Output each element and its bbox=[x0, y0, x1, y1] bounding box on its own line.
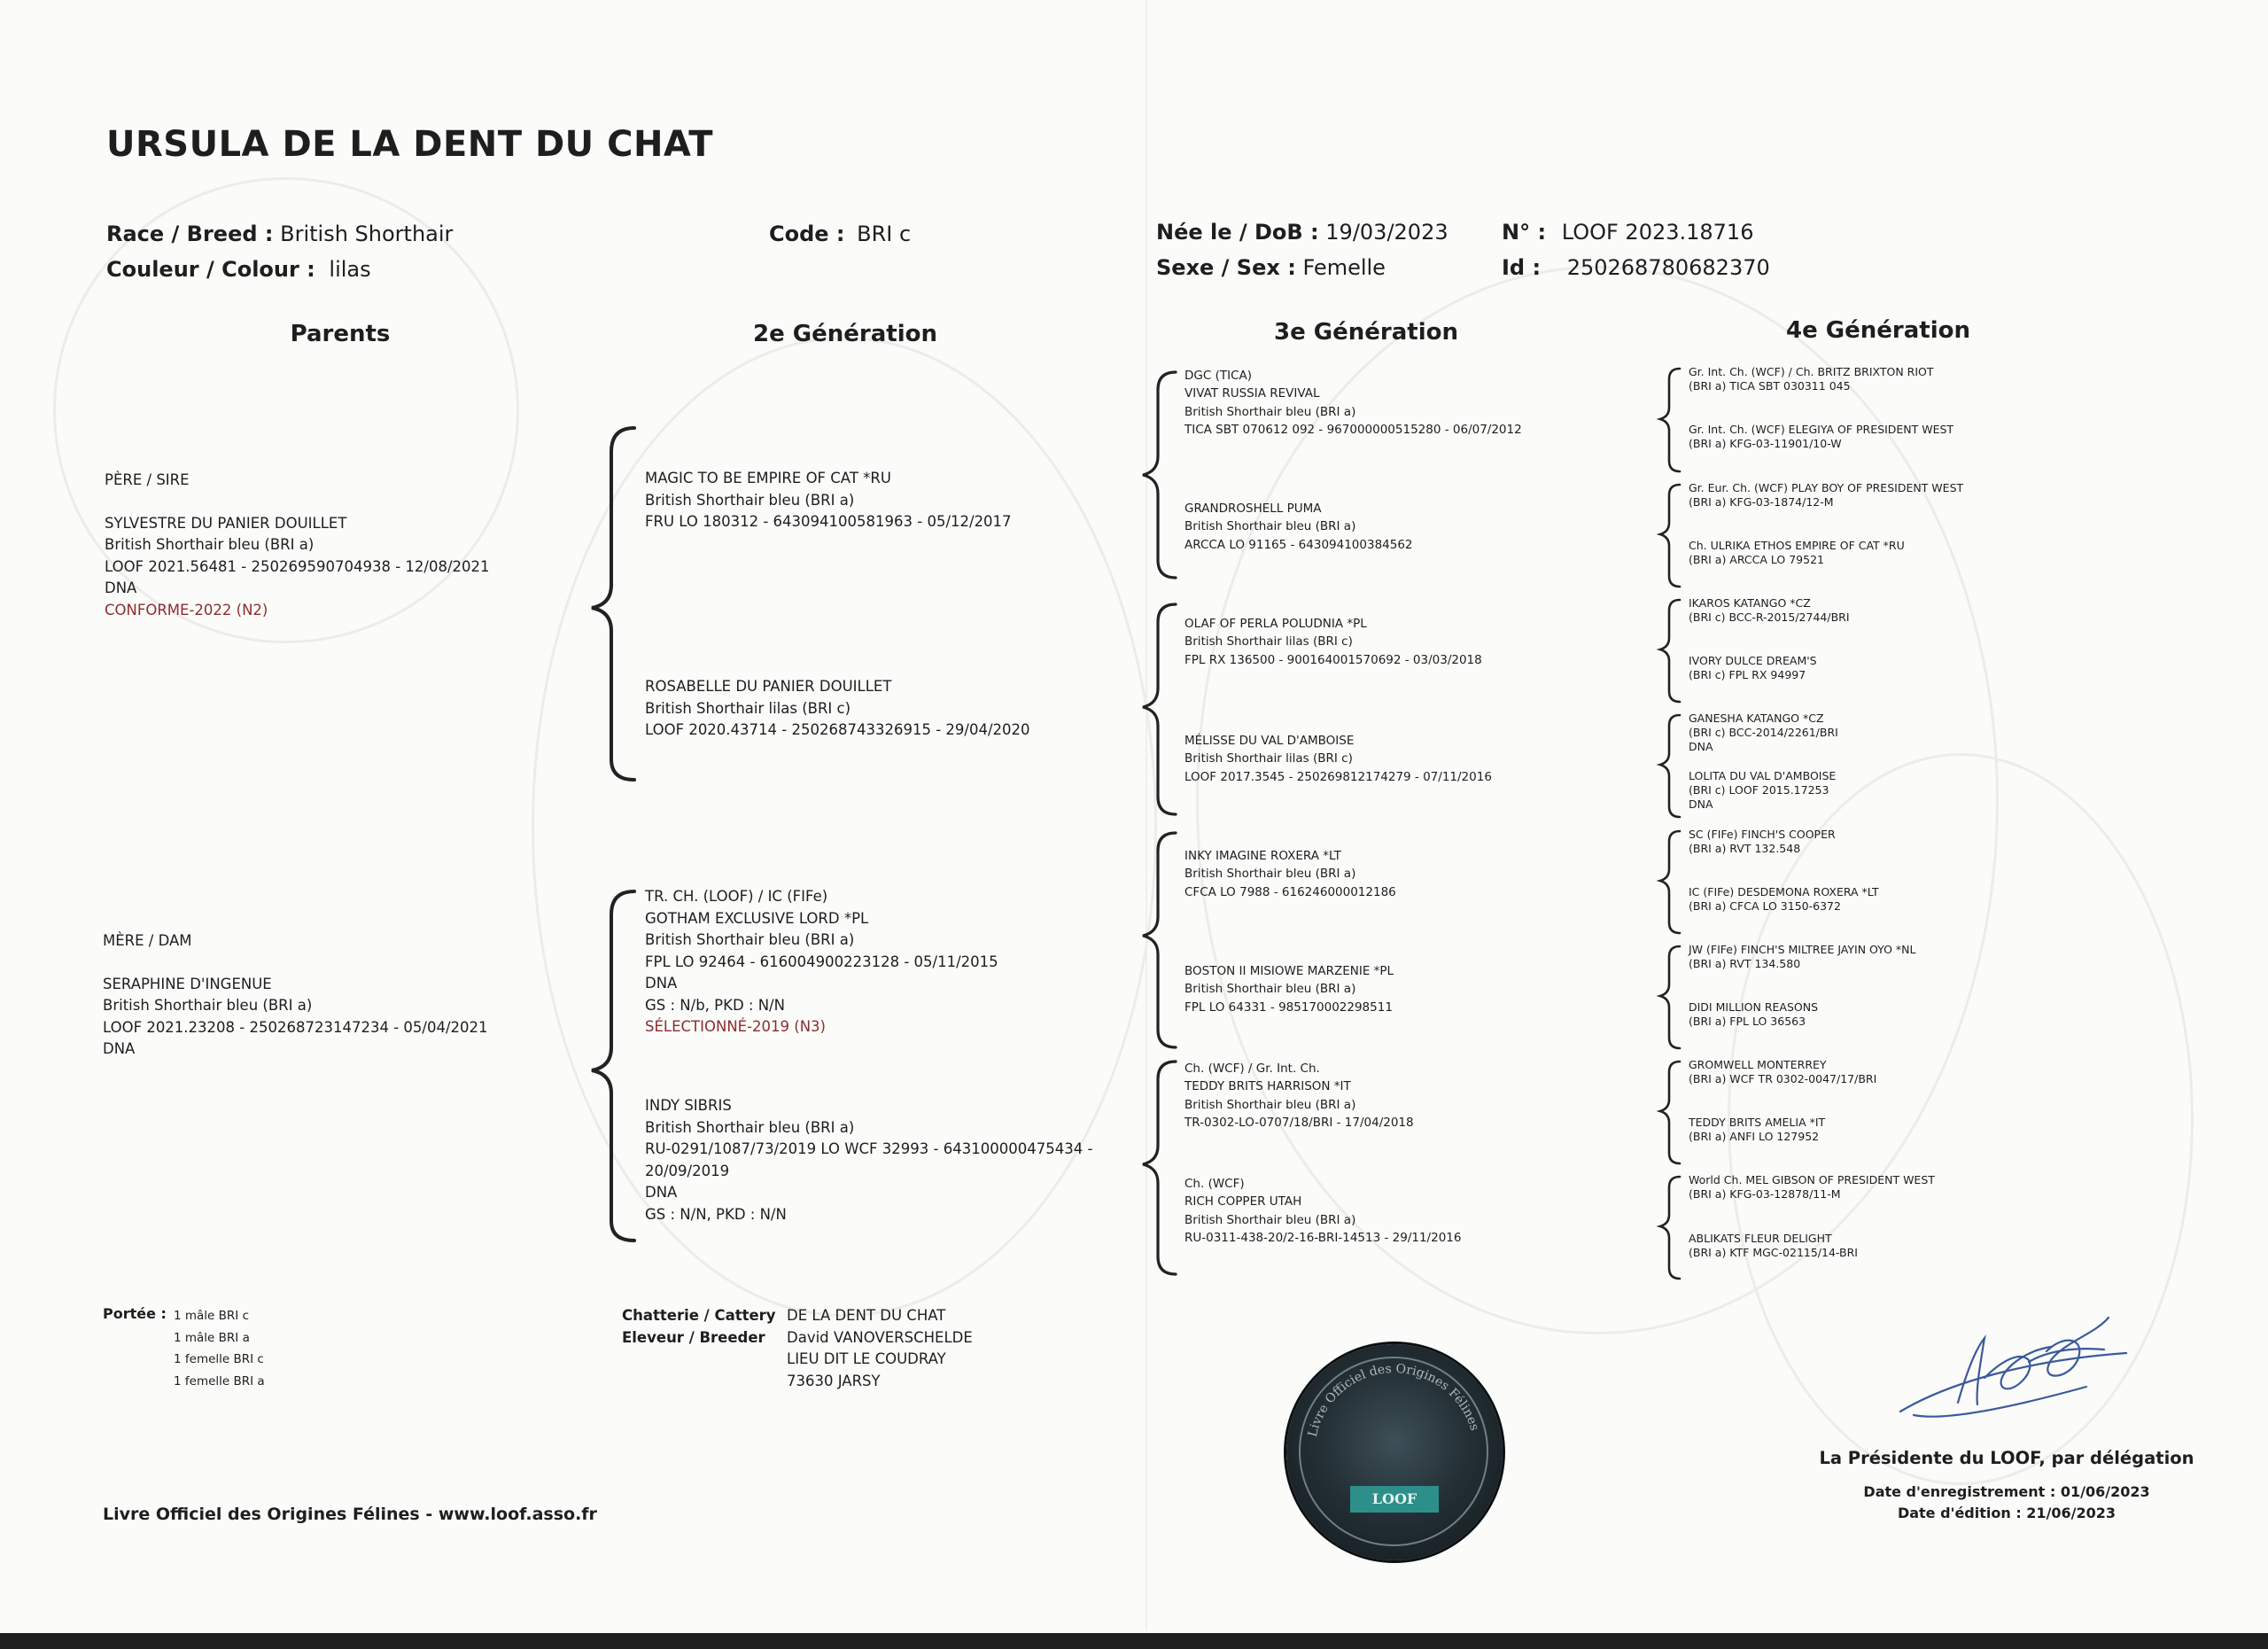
breed-value: British Shorthair bbox=[280, 222, 454, 246]
gen3-entry bbox=[1184, 615, 1482, 669]
gen2-entry-line: GS : N/N, PKD : N/N bbox=[645, 1205, 787, 1223]
gen2-entry-line: INDY SIBRIS bbox=[645, 1097, 732, 1114]
id-row bbox=[1502, 255, 1770, 280]
gen4-entry-line: (BRI a) RVT 132.548 bbox=[1689, 842, 1801, 855]
gen4-entry-line: TEDDY BRITS AMELIA *IT bbox=[1689, 1116, 1826, 1129]
registration-date: Date d'enregistrement : 01/06/2023 bbox=[1863, 1483, 2150, 1500]
gen2-entry bbox=[645, 886, 998, 1038]
colour-row bbox=[106, 257, 371, 282]
gen4-entry-line: DNA bbox=[1689, 797, 1713, 811]
gen4-entry bbox=[1689, 365, 1934, 393]
gen4-entry-line: (BRI c) BCC-R-2015/2744/BRI bbox=[1689, 611, 1850, 624]
gen4-entry bbox=[1689, 1000, 1818, 1029]
id-label: Id : bbox=[1502, 255, 1542, 280]
gen2-entry-line: British Shorthair bleu (BRI a) bbox=[645, 491, 855, 509]
gen2-entry-line: RU-0291/1087/73/2019 LO WCF 32993 - 643100000475434 - bbox=[645, 1140, 1093, 1157]
gen2-entry bbox=[645, 676, 1030, 742]
gen4-entry-line: GROMWELL MONTERREY bbox=[1689, 1058, 1827, 1071]
gen4-entry bbox=[1689, 654, 1817, 682]
gen3-entry bbox=[1184, 962, 1394, 1016]
cattery-details bbox=[787, 1305, 973, 1392]
cattery-name: DE LA DENT DU CHAT bbox=[787, 1307, 946, 1324]
colour-label: Couleur / Colour : bbox=[106, 257, 315, 282]
gen4-entry-line: (BRI c) LOOF 2015.17253 bbox=[1689, 783, 1829, 797]
svg-text:Livre Officiel des Origines Fé bbox=[1306, 1362, 1482, 1438]
breeder-label: Eleveur / Breeder bbox=[622, 1328, 765, 1346]
litter-item: 1 femelle BRI a bbox=[174, 1373, 265, 1388]
dam-registration: LOOF 2021.23208 - 250268723147234 - 05/04/2021 bbox=[103, 1018, 488, 1036]
code-value: BRI c bbox=[857, 222, 912, 246]
gen2-entry-line: DNA bbox=[645, 1184, 678, 1201]
gen3-entry-line: LOOF 2017.3545 - 250269812174279 - 07/11/2016 bbox=[1184, 769, 1492, 784]
gen4-entry-line: IKAROS KATANGO *CZ bbox=[1689, 596, 1811, 610]
footer-site: Livre Officiel des Origines Félines - www.loof.asso.fr bbox=[103, 1505, 597, 1524]
column-heading-parents: Parents bbox=[290, 321, 391, 347]
gen3-entry-line: Ch. (WCF) bbox=[1184, 1177, 1245, 1191]
id-value: 250268780682370 bbox=[1566, 255, 1770, 280]
gen4-entry-line: (BRI c) BCC-2014/2261/BRI bbox=[1689, 726, 1838, 739]
gen3-entry-line: CFCA LO 7988 - 616246000012186 bbox=[1184, 884, 1396, 899]
gen4-entry-line: (BRI a) RVT 134.580 bbox=[1689, 957, 1801, 970]
code-row bbox=[769, 222, 911, 246]
gen3-entry-line: DGC (TICA) bbox=[1184, 369, 1252, 383]
gen3-entry-line: RICH COPPER UTAH bbox=[1184, 1194, 1302, 1210]
gen2-entry-line: GS : N/b, PKD : N/N bbox=[645, 996, 785, 1014]
gen3-entry-line: FPL RX 136500 - 900164001570692 - 03/03/2018 bbox=[1184, 652, 1482, 667]
gen4-entry-line: Gr. Int. Ch. (WCF) ELEGIYA OF PRESIDENT WEST bbox=[1689, 423, 1954, 436]
gen3-entry-line: OLAF OF PERLA POLUDNIA *PL bbox=[1184, 617, 1367, 631]
litter-item: 1 mâle BRI a bbox=[174, 1330, 250, 1345]
gen4-entry bbox=[1689, 885, 1879, 914]
sire-registration: LOOF 2021.56481 - 250269590704938 - 12/08/2021 bbox=[105, 557, 490, 575]
dam-name: SERAPHINE D'INGENUE bbox=[103, 975, 272, 992]
gen2-entry-line: LOOF 2020.43714 - 250268743326915 - 29/04/2020 bbox=[645, 721, 1030, 738]
gen4-entry-line: (BRI a) KTF MGC-02115/14-BRI bbox=[1689, 1246, 1858, 1259]
seal-ring-text: Livre Officiel des Origines Félines bbox=[1305, 1361, 1482, 1439]
gen3-entry-line: British Shorthair bleu (BRI a) bbox=[1184, 1212, 1356, 1227]
gen4-entry-line: JW (FIFe) FINCH'S MILTREE JAYIN OYO *NL bbox=[1689, 943, 1916, 956]
gen4-entry-line: (BRI a) CFCA LO 3150-6372 bbox=[1689, 899, 1841, 913]
gen3-entry-line: British Shorthair bleu (BRI a) bbox=[1184, 1097, 1356, 1112]
gen2-entry-line: FPL LO 92464 - 616004900223128 - 05/11/2015 bbox=[645, 953, 998, 970]
gen3-entry-line: BOSTON II MISIOWE MARZENIE *PL bbox=[1184, 964, 1394, 978]
sire-dna: DNA bbox=[105, 579, 137, 596]
gen4-entry bbox=[1689, 1116, 1825, 1144]
sire-name: SYLVESTRE DU PANIER DOUILLET bbox=[105, 514, 347, 532]
gen2-entry-line: MAGIC TO BE EMPIRE OF CAT *RU bbox=[645, 470, 891, 486]
dam-breed: British Shorthair bleu (BRI a) bbox=[103, 997, 313, 1014]
dob-label: Née le / DoB : bbox=[1156, 220, 1319, 245]
gen4-entry-line: (BRI a) WCF TR 0302-0047/17/BRI bbox=[1689, 1072, 1877, 1085]
gen4-entry bbox=[1689, 828, 1836, 856]
breed-row bbox=[106, 222, 453, 246]
gen2-entry-line: British Shorthair lilas (BRI c) bbox=[645, 699, 851, 717]
gen4-entry bbox=[1689, 423, 1953, 451]
president-signature-label: La Présidente du LOOF, par délégation bbox=[1819, 1448, 2194, 1468]
gen3-entry-line: British Shorthair bleu (BRI a) bbox=[1184, 404, 1356, 419]
breeder-name: David VANOVERSCHELDE bbox=[787, 1328, 973, 1346]
registration-number-label: N° : bbox=[1502, 220, 1547, 245]
gen4-entry-line: Gr. Int. Ch. (WCF) / Ch. BRITZ BRIXTON RIOT bbox=[1689, 365, 1934, 378]
sex-value: Femelle bbox=[1302, 255, 1386, 280]
gen2-entry-line: 20/09/2019 bbox=[645, 1162, 730, 1179]
code-label: Code : bbox=[769, 222, 845, 246]
gen2-entry-line: DNA bbox=[645, 975, 678, 992]
gen3-entry-line: TR-0302-LO-0707/18/BRI - 17/04/2018 bbox=[1184, 1115, 1414, 1130]
litter-item: 1 mâle BRI c bbox=[174, 1309, 249, 1323]
gen2-entry-line: British Shorthair bleu (BRI a) bbox=[645, 1118, 855, 1136]
gen4-entry bbox=[1689, 1058, 1876, 1086]
gen4-entry bbox=[1689, 769, 1836, 812]
brace bbox=[1143, 372, 1176, 578]
gen4-entry bbox=[1689, 481, 1963, 509]
gen2-entry-line: ROSABELLE DU PANIER DOUILLET bbox=[645, 678, 892, 695]
gen2-entry-line: British Shorthair bleu (BRI a) bbox=[645, 931, 855, 948]
gen3-entry bbox=[1184, 500, 1413, 554]
gen4-entry-line: (BRI a) TICA SBT 030311 045 bbox=[1689, 379, 1851, 393]
colour-value: lilas bbox=[329, 257, 371, 282]
gen3-entry bbox=[1184, 847, 1396, 901]
gen4-entry-line: (BRI a) KFG-03-1874/12-M bbox=[1689, 495, 1834, 509]
gen4-entry-line: Ch. ULRIKA ETHOS EMPIRE OF CAT *RU bbox=[1689, 539, 1905, 552]
seal-label: LOOF bbox=[1350, 1486, 1439, 1513]
gen4-entry bbox=[1689, 1232, 1858, 1260]
gen4-entry bbox=[1689, 1173, 1935, 1202]
edition-date: Date d'édition : 21/06/2023 bbox=[1897, 1505, 2117, 1521]
gen2-entry bbox=[645, 468, 1012, 533]
sire-title-note: CONFORME-2022 (N2) bbox=[105, 601, 268, 618]
cattery-label: Chatterie / Cattery bbox=[622, 1307, 776, 1324]
gen4-entry-line: IC (FIFe) DESDEMONA ROXERA *LT bbox=[1689, 885, 1879, 898]
gen2-entry-line: FRU LO 180312 - 643094100581963 - 05/12/2017 bbox=[645, 513, 1012, 530]
cattery-labels bbox=[622, 1305, 776, 1349]
gen3-entry-line: RU-0311-438-20/2-16-BRI-14513 - 29/11/2016 bbox=[1184, 1230, 1462, 1245]
gen3-entry-line: British Shorthair lilas (BRI c) bbox=[1184, 751, 1353, 766]
dob-value: 19/03/2023 bbox=[1325, 220, 1449, 245]
gen4-entry-line: (BRI a) KFG-03-11901/10-W bbox=[1689, 437, 1842, 450]
gen2-title-note: SÉLECTIONNÉ-2019 (N3) bbox=[645, 1018, 826, 1035]
gen4-entry-line: (BRI a) FPL LO 36563 bbox=[1689, 1015, 1806, 1028]
gen3-entry-line: TICA SBT 070612 092 - 967000000515280 - 06/07/2012 bbox=[1184, 422, 1522, 437]
gen4-entry bbox=[1689, 539, 1905, 567]
gen3-entry-line: INKY IMAGINE ROXERA *LT bbox=[1184, 849, 1341, 863]
sex-row bbox=[1156, 255, 1386, 280]
gen3-entry-line: GRANDROSHELL PUMA bbox=[1184, 502, 1322, 516]
page-fold bbox=[1146, 0, 1147, 1630]
gen3-entry-line: Ch. (WCF) / Gr. Int. Ch. bbox=[1184, 1062, 1320, 1076]
gen4-entry-line: LOLITA DU VAL D'AMBOISE bbox=[1689, 769, 1837, 782]
loof-seal bbox=[1286, 1344, 1503, 1560]
breeder-address: LIEU DIT LE COUDRAY bbox=[787, 1350, 946, 1367]
dam-dna: DNA bbox=[103, 1040, 136, 1057]
gen3-entry bbox=[1184, 732, 1492, 786]
registration-number-row bbox=[1502, 220, 1753, 245]
breeder-city: 73630 JARSY bbox=[787, 1372, 881, 1389]
column-heading-gen2: 2e Génération bbox=[753, 321, 937, 347]
dam-block bbox=[103, 930, 488, 1061]
gen4-entry-line: GANESHA KATANGO *CZ bbox=[1689, 712, 1824, 725]
gen4-entry bbox=[1689, 943, 1916, 971]
gen3-entry-line: British Shorthair bleu (BRI a) bbox=[1184, 519, 1356, 534]
column-heading-gen3: 3e Génération bbox=[1274, 319, 1458, 346]
gen4-entry-line: (BRI a) ARCCA LO 79521 bbox=[1689, 553, 1824, 566]
registration-number-value: LOOF 2023.18716 bbox=[1561, 220, 1754, 245]
gen3-entry-line: TEDDY BRITS HARRISON *IT bbox=[1184, 1079, 1351, 1094]
gen4-entry-line: (BRI c) FPL RX 94997 bbox=[1689, 668, 1806, 681]
gen3-entry bbox=[1184, 1060, 1414, 1132]
gen4-entry-line: (BRI a) KFG-03-12878/11-M bbox=[1689, 1187, 1841, 1201]
gen2-entry-line: GOTHAM EXCLUSIVE LORD *PL bbox=[645, 909, 869, 927]
sire-label: PÈRE / SIRE bbox=[105, 471, 190, 488]
cat-name-title: URSULA DE LA DENT DU CHAT bbox=[106, 124, 714, 165]
gen3-entry-line: British Shorthair bleu (BRI a) bbox=[1184, 982, 1356, 997]
gen4-entry-line: IVORY DULCE DREAM'S bbox=[1689, 654, 1817, 667]
sire-block bbox=[105, 470, 490, 621]
gen4-entry-line: (BRI a) ANFI LO 127952 bbox=[1689, 1130, 1820, 1143]
gen4-entry-line: DNA bbox=[1689, 740, 1713, 753]
litter-label: Portée : bbox=[103, 1305, 167, 1322]
gen2-entry bbox=[645, 1095, 1092, 1225]
gen4-entry-line: DIDI MILLION REASONS bbox=[1689, 1000, 1819, 1014]
gen4-entry bbox=[1689, 596, 1850, 625]
gen3-entry-line: ARCCA LO 91165 - 643094100384562 bbox=[1184, 537, 1413, 552]
gen3-entry-line: FPL LO 64331 - 985170002298511 bbox=[1184, 1000, 1393, 1015]
sex-label: Sexe / Sex : bbox=[1156, 255, 1296, 280]
litter-list bbox=[174, 1305, 265, 1392]
gen3-entry-line: MÉLISSE DU VAL D'AMBOISE bbox=[1184, 734, 1355, 748]
sire-breed: British Shorthair bleu (BRI a) bbox=[105, 536, 315, 553]
breed-label: Race / Breed : bbox=[106, 222, 274, 246]
gen4-entry-line: World Ch. MEL GIBSON OF PRESIDENT WEST bbox=[1689, 1173, 1935, 1186]
dam-label: MÈRE / DAM bbox=[103, 932, 192, 949]
gen3-entry-line: British Shorthair bleu (BRI a) bbox=[1184, 867, 1356, 882]
gen3-entry-line: VIVAT RUSSIA REVIVAL bbox=[1184, 386, 1320, 401]
brace bbox=[1143, 1062, 1176, 1274]
dob-row bbox=[1156, 220, 1449, 245]
gen2-entry-line: TR. CH. (LOOF) / IC (FIFe) bbox=[645, 888, 828, 905]
gen3-entry bbox=[1184, 367, 1522, 439]
gen4-entry-line: SC (FIFe) FINCH'S COOPER bbox=[1689, 828, 1836, 841]
seal-text bbox=[1286, 1344, 1503, 1560]
gen3-entry bbox=[1184, 1175, 1461, 1247]
gen4-entry bbox=[1689, 712, 1838, 754]
signature-image bbox=[1896, 1298, 2135, 1431]
gen4-entry-line: ABLIKATS FLEUR DELIGHT bbox=[1689, 1232, 1832, 1245]
column-heading-gen4: 4e Génération bbox=[1786, 317, 1970, 344]
gen3-entry-line: British Shorthair lilas (BRI c) bbox=[1184, 634, 1353, 649]
litter-item: 1 femelle BRI c bbox=[174, 1352, 264, 1366]
gen4-entry-line: Gr. Eur. Ch. (WCF) PLAY BOY OF PRESIDENT WEST bbox=[1689, 481, 1964, 494]
scan-edge bbox=[0, 1633, 2268, 1649]
